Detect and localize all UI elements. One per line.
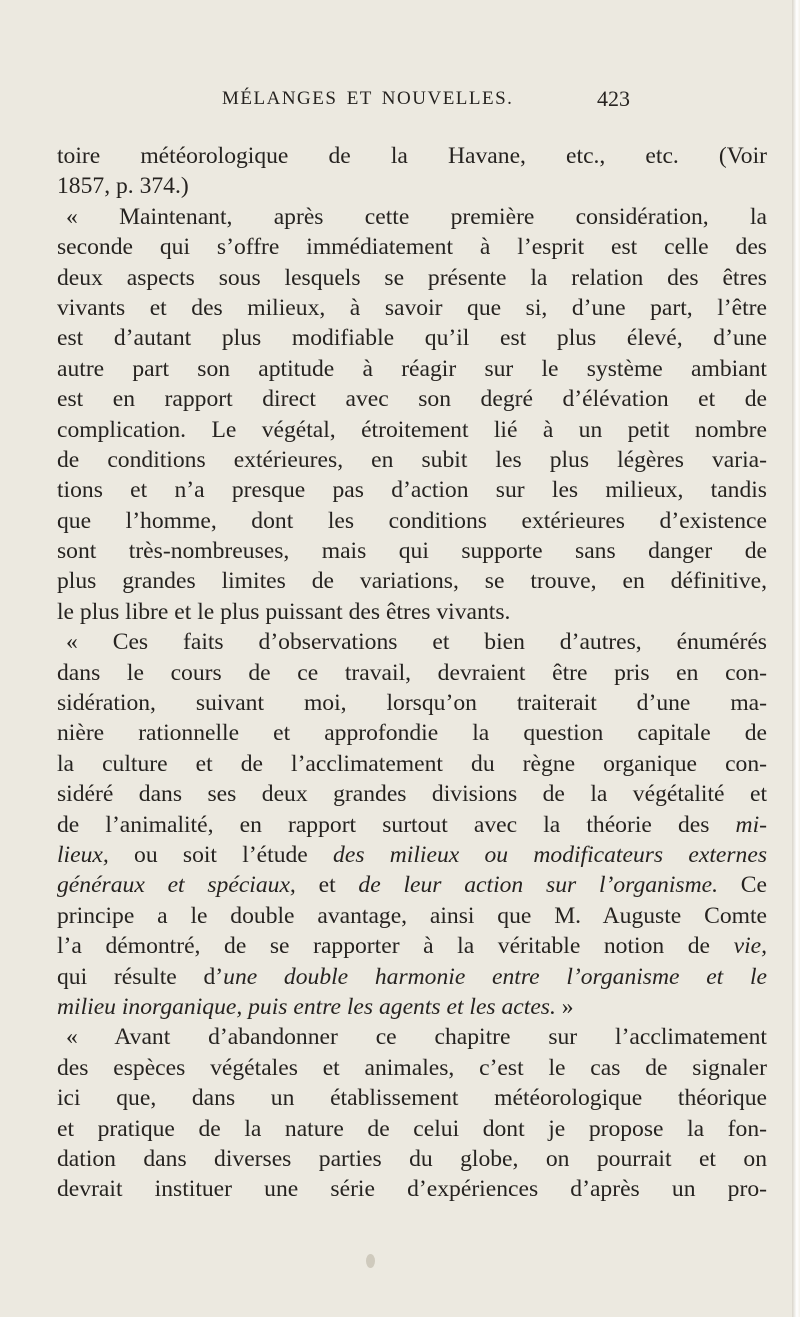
text-segment: « Avant d’abandonner ce chapitre sur l’acclimatement: [66, 1024, 767, 1051]
text-segment: l’a démontré, de se rapporter à la véritable notion de: [57, 933, 734, 960]
running-header: [0, 88, 792, 118]
text-line: [57, 263, 767, 293]
text-line: [57, 323, 767, 353]
text-segment: ou soit l’étude: [108, 841, 334, 868]
text-segment: Ce: [718, 872, 768, 899]
text-line: [57, 1174, 767, 1204]
text-line: [57, 749, 767, 779]
text-line: [57, 718, 767, 748]
text-line: [57, 293, 767, 323]
text-segment: « Maintenant, après cette première considération, la: [66, 203, 767, 230]
text-line: [57, 384, 767, 414]
text-line: [57, 141, 767, 171]
text-segment: et pratique de la nature de celui dont je propose la fon-: [57, 1115, 767, 1142]
text-segment: plus grandes limites de variations, se trouve, en définitive,: [57, 568, 767, 595]
page-number: 423: [597, 86, 630, 111]
text-segment: « Ces faits d’observations et bien d’autres, énumérés: [66, 629, 767, 656]
text-line: [57, 536, 767, 566]
text-segment: principe a le double avantage, ainsi que M. Auguste Comte: [57, 902, 767, 929]
text-segment: 1857, p. 374.): [57, 173, 189, 200]
running-title: MÉLANGES ET NOUVELLES.: [222, 88, 514, 109]
text-line: [57, 354, 767, 384]
text-segment: que l’homme, dont les conditions extérieures d’existence: [57, 507, 767, 534]
text-segment: tions et n’a presque pas d’action sur les milieux, tandis: [57, 477, 767, 504]
text-segment: des espèces végétales et animales, c’est le cas de signaler: [57, 1054, 767, 1081]
text-line: [57, 415, 767, 445]
text-segment: ici que, dans un établissement météorologique théorique: [57, 1085, 767, 1112]
text-segment: de conditions extérieures, en subit les plus légères varia-: [57, 446, 767, 473]
text-line: [57, 962, 767, 992]
text-segment: dans le cours de ce travail, devraient être pris en con-: [57, 659, 767, 686]
body-text: [57, 141, 767, 1205]
text-segment: la culture et de l’acclimatement du règne organique con-: [57, 750, 767, 777]
text-segment: le plus libre et le plus puissant des êtres vivants.: [57, 598, 511, 625]
text-segment: qui résulte d’: [57, 963, 224, 990]
italic-segment: des milieux ou modificateurs externes: [333, 841, 767, 868]
text-segment: devrait instituer une série d’expériences d’après un pro-: [57, 1176, 767, 1203]
text-segment: et: [295, 872, 359, 899]
text-line: [57, 202, 767, 232]
italic-segment: une double harmonie entre l’organisme et le: [223, 963, 767, 990]
italic-segment: de leur action sur l’organisme.: [358, 872, 719, 899]
text-segment: toire météorologique de la Havane, etc., etc. (Voir: [57, 143, 767, 169]
text-line: [57, 840, 767, 870]
text-line: [57, 475, 767, 505]
paper-speck: [366, 1254, 375, 1268]
text-line: [57, 1053, 767, 1083]
text-segment: est d’autant plus modifiable qu’il est plus élevé, d’une: [57, 325, 767, 352]
text-line: [57, 992, 767, 1022]
text-line: [57, 232, 767, 262]
text-line: [57, 779, 767, 809]
italic-segment: lieux,: [57, 841, 109, 868]
text-segment: autre part son aptitude à réagir sur le système ambiant: [57, 355, 767, 382]
italic-segment: mi-: [735, 811, 767, 838]
text-segment: »: [555, 993, 574, 1020]
text-segment: sont très-nombreuses, mais qui supporte sans danger de: [57, 538, 767, 565]
text-segment: complication. Le végétal, étroitement lié à un petit nombre: [57, 416, 767, 443]
text-line: [57, 688, 767, 718]
page-edge: [792, 0, 800, 1317]
text-line: [57, 627, 767, 657]
italic-segment: généraux et spéciaux,: [57, 872, 296, 899]
text-line: [57, 931, 767, 961]
text-line: [57, 566, 767, 596]
text-line: [57, 171, 767, 201]
text-segment: nière rationnelle et approfondie la question capitale de: [57, 720, 767, 747]
italic-segment: milieu inorganique, puis entre les agents et les actes.: [57, 993, 556, 1020]
text-line: [57, 870, 767, 900]
text-line: [57, 1083, 767, 1113]
text-line: [57, 1114, 767, 1144]
text-segment: sidération, suivant moi, lorsqu’on traiterait d’une ma-: [57, 690, 767, 717]
text-line: [57, 445, 767, 475]
text-segment: est en rapport direct avec son degré d’élévation et de: [57, 386, 767, 413]
text-line: [57, 506, 767, 536]
text-line: [57, 597, 767, 627]
text-line: [57, 810, 767, 840]
text-segment: vivants et des milieux, à savoir que si, d’une part, l’être: [57, 294, 767, 321]
text-segment: seconde qui s’offre immédiatement à l’esprit est celle des: [57, 234, 767, 261]
text-line: [57, 1144, 767, 1174]
text-segment: sidéré dans ses deux grandes divisions de la végétalité et: [57, 781, 767, 808]
italic-segment: vie,: [733, 933, 767, 960]
text-segment: de l’animalité, en rapport surtout avec la théorie des: [57, 811, 736, 838]
text-segment: dation dans diverses parties du globe, on pourrait et on: [57, 1145, 767, 1172]
text-line: [57, 658, 767, 688]
text-segment: deux aspects sous lesquels se présente la relation des êtres: [57, 264, 767, 291]
text-line: [57, 901, 767, 931]
text-line: [57, 1022, 767, 1052]
